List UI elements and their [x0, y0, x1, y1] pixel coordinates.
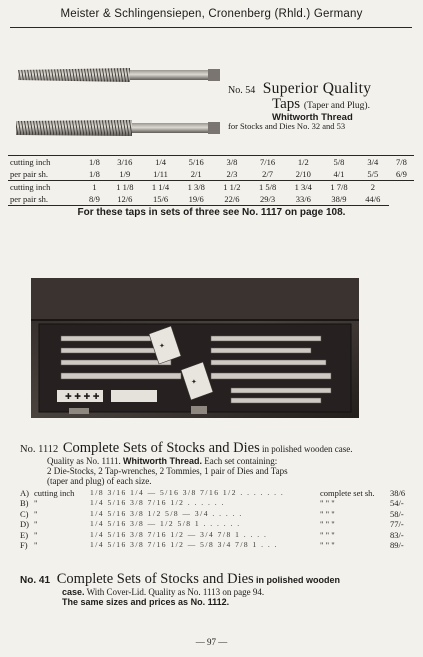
price-cell: 7/16: [250, 156, 286, 169]
set-row: [20, 509, 415, 519]
set-label: ": [34, 508, 38, 519]
price-row: [8, 193, 414, 206]
set-complete-label: " " ": [320, 519, 335, 530]
contents-intro: Each set containing:: [204, 456, 278, 467]
set-price: 38/6: [390, 488, 406, 498]
price-cell: 1 1/2: [223, 182, 241, 192]
svg-text:✦: ✦: [191, 378, 197, 386]
set-sizes: 1/4 5/16 3/8 7/16 1/2 — 5/8 3/4 7/8 1 . . .: [90, 539, 279, 549]
product-title: Complete Sets of Stocks and Dies: [56, 571, 254, 587]
price-cell: 33/6: [285, 193, 321, 206]
product-title: Superior Quality: [262, 80, 372, 97]
svg-text:✚ ✚ ✚ ✚: ✚ ✚ ✚ ✚: [65, 392, 100, 401]
set-complete-label: " " ": [320, 498, 335, 509]
set-price: 83/-: [390, 529, 404, 540]
price-cell: 5/8: [321, 156, 357, 169]
price-cell: 5/5: [357, 168, 389, 181]
price-cell: 29/3: [250, 193, 286, 206]
sets-of-three-note: For these taps in sets of three see No. 1117 on page 108.: [77, 207, 346, 218]
price-cell: 22/6: [214, 193, 250, 206]
plug-tap-image: [12, 118, 222, 138]
set-key: F): [20, 539, 28, 550]
row-label: per pair sh.: [8, 168, 82, 181]
price-cell: 1 7/8: [330, 182, 348, 192]
price-cell: 1: [92, 182, 97, 192]
row-label: per pair sh.: [8, 193, 82, 206]
price-cell: 1 3/4: [294, 182, 312, 192]
page-number: — 97 —: [195, 637, 228, 647]
price-cell: 44/6: [357, 193, 389, 206]
contents-line-2: (taper and plug) of each size.: [47, 476, 152, 487]
set-label: cutting inch: [34, 488, 75, 498]
svg-text:✦: ✦: [159, 342, 165, 350]
price-cell: 3/4: [357, 156, 389, 169]
set-label: ": [34, 529, 38, 540]
set-label: ": [34, 498, 38, 509]
product-number: No. 1112: [20, 444, 59, 455]
price-row: [8, 156, 414, 169]
set-complete-label: complete set sh.: [320, 488, 375, 498]
price-cell: 1/8: [82, 156, 107, 169]
set-key: A): [20, 488, 29, 498]
set-row: [20, 488, 415, 498]
thread-label: Whitworth Thread.: [123, 456, 202, 467]
price-cell: 3/8: [214, 156, 250, 169]
price-cell: 1/11: [143, 168, 179, 181]
set-row: [20, 498, 415, 508]
price-cell: 6/9: [389, 168, 414, 181]
set-key: B): [20, 498, 29, 509]
set-sizes: 1/4 5/16 3/8 1/2 5/8 — 3/4 . . . . .: [90, 508, 243, 518]
price-cell: 3/16: [107, 156, 143, 169]
page-header: Meister & Schlingensiepen, Cronenberg (Rhld.) Germany: [60, 8, 363, 20]
case-note-2: case.: [62, 587, 85, 598]
set-price: 54/-: [390, 498, 404, 509]
wooden-case-image: [31, 278, 359, 418]
price-cell: 38/9: [321, 193, 357, 206]
set-sizes: 1/4 5/16 3/8 7/16 1/2 — 3/4 7/8 1 . . . .: [90, 529, 268, 539]
price-cell: 2: [370, 182, 375, 192]
price-cell: 2/3: [214, 168, 250, 181]
set-sizes: 1/8 3/16 1/4 — 5/16 3/8 7/16 1/2 . . . . . . .: [90, 488, 285, 497]
row-label: cutting inch: [8, 156, 82, 169]
price-cell: 12/6: [107, 193, 143, 206]
price-cell: 4/1: [321, 168, 357, 181]
price-cell: 1/2: [285, 156, 321, 169]
thread-label: Whitworth Thread: [272, 112, 353, 123]
price-cell: 1 1/8: [116, 182, 134, 192]
set-complete-label: " " ": [320, 539, 335, 550]
price-cell: 1/9: [107, 168, 143, 181]
set-price: 89/-: [390, 539, 404, 550]
case-note: in polished wooden case.: [262, 444, 353, 454]
set-label: ": [34, 539, 38, 550]
same-sizes-note: The same sizes and prices as No. 1112.: [62, 597, 230, 607]
product-number: No. 54: [228, 85, 256, 96]
price-cell: 1 5/8: [258, 182, 277, 192]
set-price: 58/-: [390, 508, 404, 519]
price-cell: 8/9: [82, 193, 107, 206]
price-cell: 7/8: [389, 156, 414, 169]
quality-note: Quality as No. 1111.: [47, 456, 121, 467]
price-cell: 15/6: [143, 193, 179, 206]
price-row: [8, 168, 414, 181]
price-cell: 1 1/4: [151, 182, 170, 192]
cover-note: With Cover-Lid.: [86, 587, 147, 598]
set-label: ": [34, 519, 38, 530]
product-54-taps: [272, 96, 370, 113]
quality-note: Quality as No. 1113 on page 94.: [148, 587, 265, 598]
price-cell: 1 3/8: [187, 182, 205, 192]
price-cell: 1/4: [143, 156, 179, 169]
header-rule: [10, 27, 412, 28]
set-complete-label: " " ": [320, 508, 335, 519]
set-row: [20, 519, 415, 529]
set-row: [20, 540, 415, 550]
price-cell: 1/8: [82, 168, 107, 181]
set-complete-label: " " ": [320, 529, 335, 540]
product-number: No. 41: [20, 575, 51, 586]
set-sizes: 1/4 5/16 3/8 — 1/2 5/8 1 . . . . . .: [90, 519, 241, 529]
taper-tap-image: [12, 66, 222, 84]
row-label: cutting inch: [10, 182, 51, 192]
contents-line: 2 Die-Stocks, 2 Tap-wrenches, 2 Tommies, 1 pair of Dies and Taps: [47, 466, 288, 477]
set-key: E): [20, 529, 29, 540]
set-key: C): [20, 508, 29, 519]
price-cell: 19/6: [178, 193, 214, 206]
set-sizes: 1/4 5/16 3/8 7/16 1/2 . . . . . .: [90, 498, 225, 508]
product-title: Complete Sets of Stocks and Dies: [62, 440, 260, 456]
case-note: in polished wooden: [255, 575, 340, 585]
taps-note: (Taper and Plug).: [303, 101, 370, 111]
set-row: [20, 530, 415, 540]
set-price: 77/-: [390, 519, 404, 530]
price-cell: 2/1: [178, 168, 214, 181]
taps-label: Taps: [272, 96, 301, 112]
set-list: [20, 488, 415, 550]
price-row: [8, 181, 414, 194]
price-table: [8, 155, 414, 206]
price-cell: 2/10: [285, 168, 321, 181]
price-cell: 5/16: [178, 156, 214, 169]
stocks-note: for Stocks and Dies No. 32 and 53: [228, 121, 346, 131]
set-key: D): [20, 519, 29, 530]
price-cell: 2/7: [250, 168, 286, 181]
product-1112-description: [20, 440, 415, 486]
product-41-description: [20, 571, 415, 597]
